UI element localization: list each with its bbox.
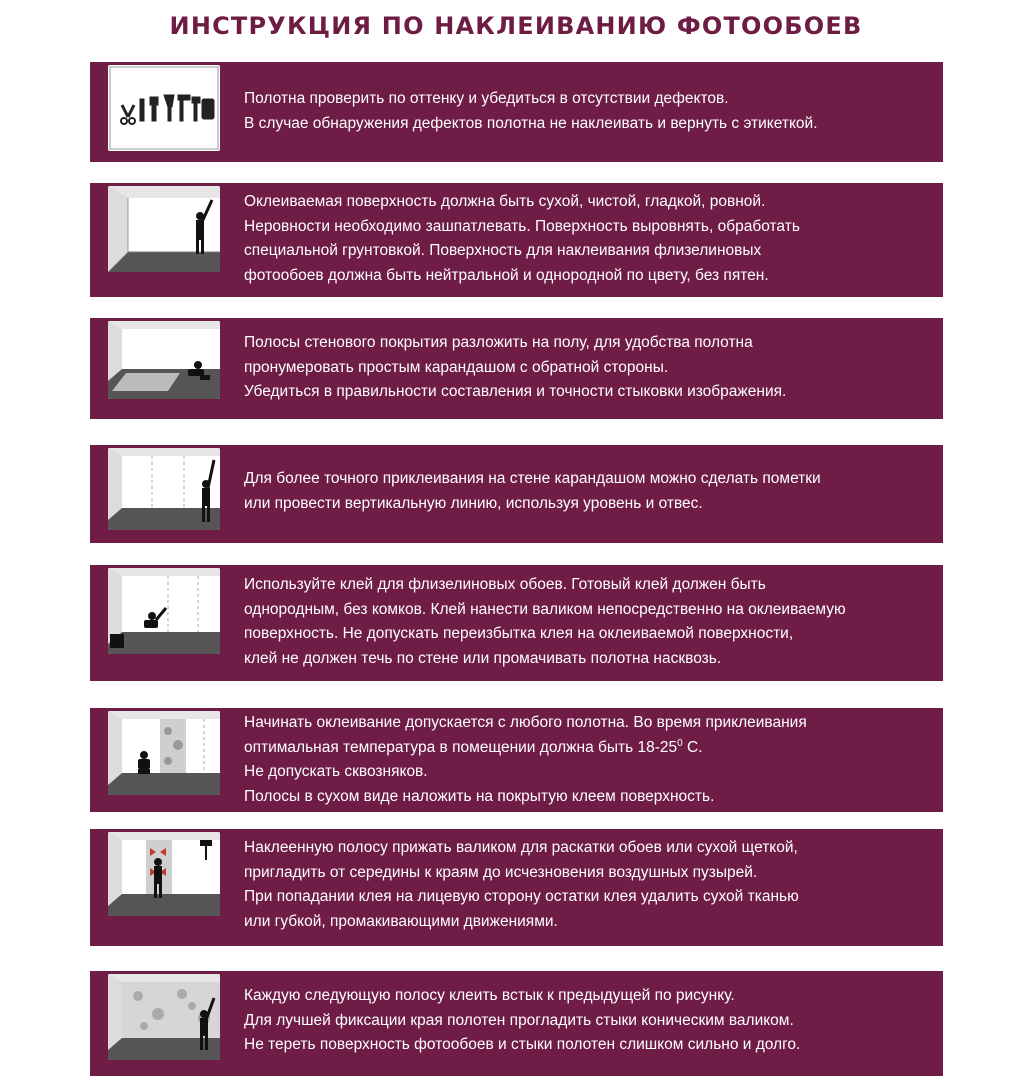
page-title: ИНСТРУКЦИЯ ПО НАКЛЕИВАНИЮ ФОТООБОЕВ — [169, 12, 863, 40]
hang-strip-icon — [108, 711, 220, 795]
temperature-text: оптимальная температура в помещении должна быть 18-25 — [244, 738, 678, 756]
step-text-line: фотообоев должна быть нейтральной и однородной по цвету, без пятен. — [244, 266, 769, 284]
step-text-line: Убедиться в правильности составления и точности стыковки изображения. — [244, 383, 787, 400]
step-text-line: При попадании клея на лицевую сторону остатки клея удалить сухой тканью — [244, 888, 799, 905]
step-text-line: поверхность. Не допускать переизбытка клея на оклеиваемой поверхности, — [244, 625, 794, 642]
wall-preparation-icon — [108, 186, 220, 272]
degree-superscript: 0 — [677, 737, 683, 749]
instruction-step-2 — [90, 183, 943, 297]
step-text-line: Не тереть поверхность фотообоев и стыки полотен слишком сильно и долго. — [244, 1036, 801, 1053]
step-text-line: пригладить от середины к краям до исчезновения воздушных пузырей. — [244, 863, 758, 881]
step-text-line: Для лучшей фиксации края полотен прогладить стыки коническим валиком. — [244, 1011, 794, 1029]
step-text-line: Полосы стенового покрытия разложить на полу, для удобства полотна — [244, 334, 753, 351]
roll-strip-icon — [108, 832, 220, 916]
step-text-line: или провести вертикальную линию, используя уровень и отвес. — [244, 494, 703, 512]
instruction-step-7 — [90, 829, 943, 946]
step-text-line: пронумеровать простым карандашом с обратной стороны. — [244, 358, 669, 376]
step-text-line: В случае обнаружения дефектов полотна не наклеивать и вернуть с этикеткой. — [244, 114, 818, 132]
instruction-step-1 — [90, 62, 943, 162]
step-text-line: однородным, без комков. Клей нанести валиком непосредственно на оклеиваемую — [244, 600, 846, 618]
step-text-line: Для более точного приклеивания на стене карандашом можно сделать пометки — [244, 470, 821, 487]
instruction-step-3 — [90, 318, 943, 419]
instruction-step-8 — [90, 971, 943, 1076]
step-text-line: Оклеиваемая поверхность должна быть сухой, чистой, гладкой, ровной. — [244, 193, 766, 210]
step-text-line — [244, 736, 931, 761]
step-text-line: Полотна проверить по оттенку и убедиться в отсутствии дефектов. — [244, 90, 729, 107]
step-text-line: Наклеенную полосу прижать валиком для раскатки обоев или сухой щеткой, — [244, 839, 798, 856]
step-text-line: или губкой, промакивающими движениями. — [244, 912, 558, 930]
lay-out-strips-icon — [108, 321, 220, 399]
temperature-unit: С. — [682, 738, 703, 756]
apply-glue-icon — [108, 568, 220, 654]
instruction-step-6 — [90, 708, 943, 812]
tools-icon — [108, 65, 220, 151]
step-text-line: Начинать оклеивание допускается с любого полотна. Во время приклеивания — [244, 714, 807, 731]
step-text-line: клей не должен течь по стене или промачивать полотна насквозь. — [244, 649, 722, 667]
finish-seams-icon — [108, 974, 220, 1060]
step-text-line: Неровности необходимо зашпатлевать. Поверхность выровнять, обработать — [244, 217, 800, 235]
instruction-step-5 — [90, 565, 943, 681]
step-text-line: Полосы в сухом виде наложить на покрытую клеем поверхность. — [244, 787, 715, 805]
step-text-line: Используйте клей для флизелиновых обоев. Готовый клей должен быть — [244, 576, 766, 593]
instruction-step-4 — [90, 445, 943, 543]
mark-wall-icon — [108, 448, 220, 530]
step-text-line: Каждую следующую полосу клеить встык к предыдущей по рисунку. — [244, 987, 735, 1004]
step-text-line: специальной грунтовкой. Поверхность для наклеивания флизелиновых — [244, 242, 762, 259]
step-text-line: Не допускать сквозняков. — [244, 763, 428, 780]
